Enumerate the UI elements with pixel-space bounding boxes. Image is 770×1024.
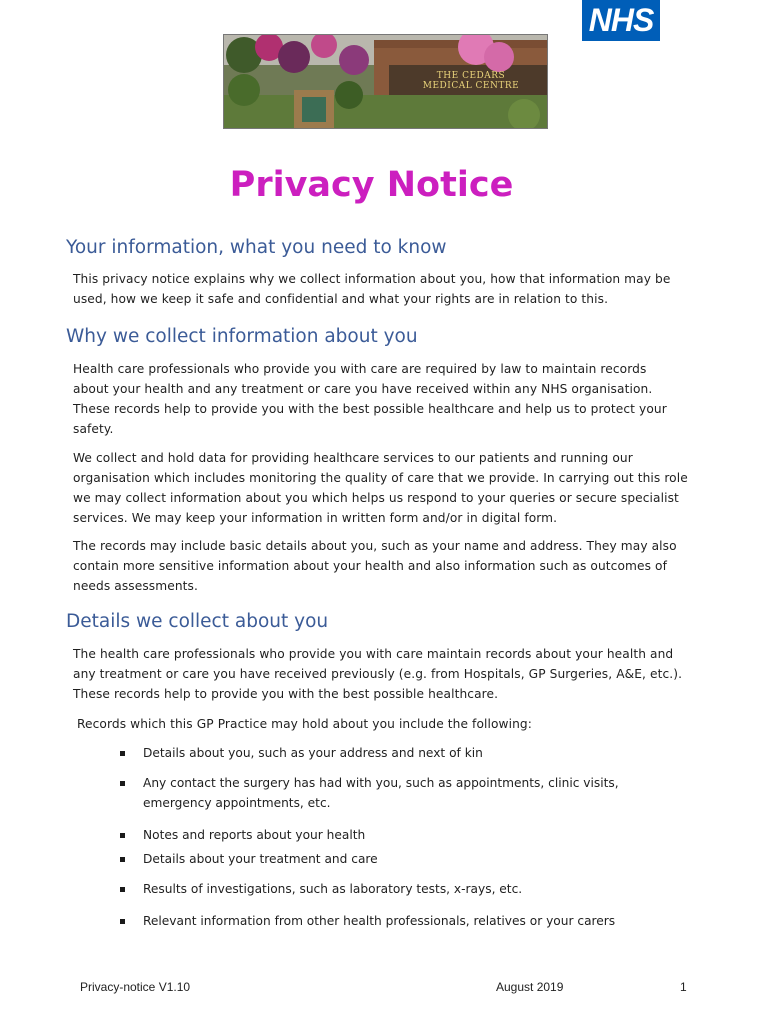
- footer-page-number: 1: [680, 980, 687, 994]
- header-photo: [223, 34, 548, 129]
- text-line: contain more sensitive information about your health and also information such as outcomes of: [73, 559, 667, 573]
- list-item-text: Details about your treatment and care: [143, 852, 378, 866]
- text-line: organisation which includes monitoring the quality of care that we provide. In carrying out this role: [73, 471, 688, 485]
- list-item-text: Any contact the surgery has had with you, such as appointments, clinic visits,: [143, 776, 619, 790]
- text-line: about your health and any treatment or care you have received within any NHS organisation.: [73, 382, 653, 396]
- paragraph: [73, 359, 703, 439]
- footer-date: August 2019: [496, 980, 564, 994]
- banner-sign-line1: THE CEDARS: [436, 71, 506, 81]
- text-line: any treatment or care you have received previously (e.g. from Hospitals, GP Surgeries, A&E, etc.).: [73, 667, 683, 681]
- text-line: These records help to provide you with the best possible healthcare.: [73, 687, 499, 701]
- text-line: used, how we keep it safe and confidential and what your rights are in relation to this.: [73, 292, 609, 306]
- paragraph: [73, 644, 703, 704]
- bullet-square-icon: [120, 833, 125, 838]
- paragraph: [73, 448, 703, 528]
- text-line: safety.: [73, 422, 114, 436]
- banner-sign-line2: MEDICAL CENTRE: [422, 81, 520, 91]
- text-line: Health care professionals who provide you with care are required by law to maintain records: [73, 362, 647, 376]
- text-line: Records which this GP Practice may hold about you include the following:: [77, 717, 532, 731]
- banner-sign: [396, 71, 546, 91]
- text-line: The records may include basic details about you, such as your name and address. They may also: [73, 539, 677, 553]
- list-item-text: Details about you, such as your address and next of kin: [143, 746, 483, 760]
- list-item-text: emergency appointments, etc.: [143, 796, 331, 810]
- text-line: These records help to provide you with the best possible healthcare and help us to protect your: [73, 402, 667, 416]
- bullet-square-icon: [120, 887, 125, 892]
- section-heading-details-we-collect: Details we collect about you: [66, 611, 329, 632]
- bullet-square-icon: [120, 919, 125, 924]
- list-item-text: Notes and reports about your health: [143, 828, 366, 842]
- text-line: This privacy notice explains why we collect information about you, how that information may be: [73, 272, 671, 286]
- text-line: We collect and hold data for providing healthcare services to our patients and running our: [73, 451, 633, 465]
- section-heading-why-we-collect: Why we collect information about you: [66, 326, 418, 347]
- text-line: The health care professionals who provide you with care maintain records about your health and: [73, 647, 674, 661]
- list-item-text: Results of investigations, such as laboratory tests, x-rays, etc.: [143, 882, 523, 896]
- bullet-square-icon: [120, 751, 125, 756]
- paragraph: [73, 536, 703, 596]
- footer-document-version: Privacy-notice V1.10: [80, 980, 191, 994]
- text-line: we may collect information about you which helps us respond to your queries or secure specialist: [73, 491, 679, 505]
- text-line: services. We may keep your information in written form and/or in digital form.: [73, 511, 558, 525]
- bullet-square-icon: [120, 857, 125, 862]
- bullet-square-icon: [120, 781, 125, 786]
- paragraph: [77, 714, 707, 734]
- paragraph: [73, 269, 703, 309]
- list-item-text: Relevant information from other health professionals, relatives or your carers: [143, 914, 616, 928]
- page-title: Privacy Notice: [229, 165, 514, 205]
- nhs-logo: NHS: [582, 0, 660, 41]
- text-line: needs assessments.: [73, 579, 198, 593]
- section-heading-your-information: Your information, what you need to know: [66, 237, 447, 258]
